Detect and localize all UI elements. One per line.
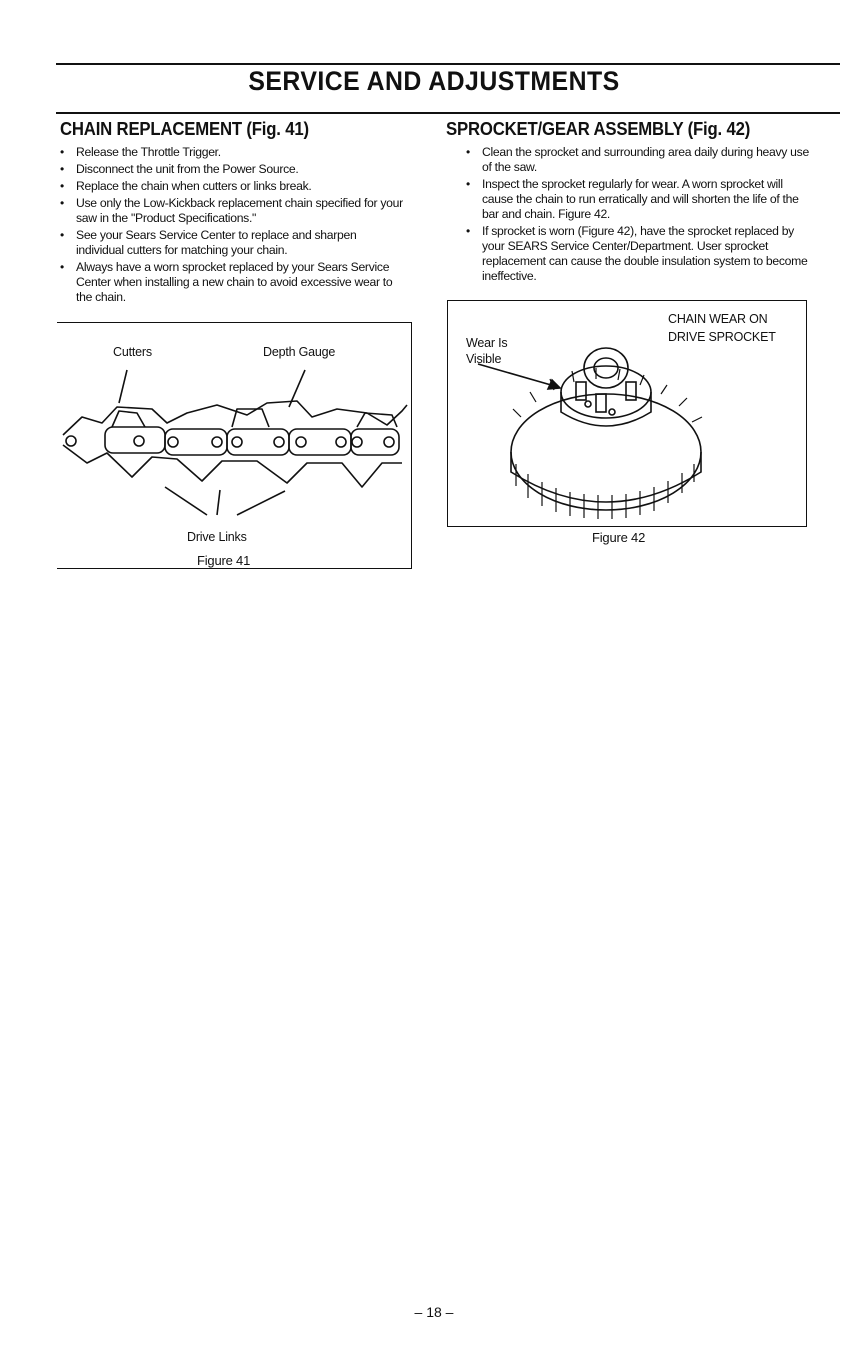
figure-42-caption: Figure 42: [592, 530, 646, 545]
list-item: • See your Sears Service Center to replace and sharpen individual cutters for matching your chain.: [60, 228, 405, 258]
chain-replacement-section: [60, 119, 420, 307]
list-item: • Replace the chain when cutters or links break.: [60, 179, 405, 194]
list-item: • Inspect the sprocket regularly for wear. A worn sprocket will cause the chain to run erratically and will shorten the life of the bar and chain. Figure 42.: [466, 177, 811, 222]
cutters-label: Cutters: [113, 345, 152, 359]
list-item: • Clean the sprocket and surrounding area daily during heavy use of the saw.: [466, 145, 811, 175]
figure-41-caption: Figure 41: [197, 553, 251, 568]
title-underline: [56, 112, 840, 114]
sprocket-illustration: [496, 332, 716, 522]
page-number: – 18 –: [414, 1304, 454, 1320]
chain-wear-label-2: DRIVE SPROCKET: [668, 330, 776, 344]
wear-visible-label-1: Wear Is: [466, 336, 508, 350]
depth-gauge-label: Depth Gauge: [263, 345, 336, 359]
cutters-leader: [119, 370, 127, 403]
sprocket-assembly-section: [446, 119, 816, 286]
list-item: • Use only the Low-Kickback replacement chain specified for your saw in the "Product Specifications.": [60, 196, 405, 226]
chain-replacement-list: [60, 145, 405, 305]
drive-links-label: Drive Links: [187, 530, 247, 544]
chain-replacement-heading: CHAIN REPLACEMENT (Fig. 41): [60, 119, 309, 139]
chain-illustration: [57, 365, 417, 505]
page-title: SERVICE AND ADJUSTMENTS: [248, 66, 620, 96]
top-rule: [56, 63, 840, 65]
list-item: • If sprocket is worn (Figure 42), have the sprocket replaced by your SEARS Service Center/Department. User sprocket replacement can cause the double insulation system to become ineffective.: [466, 224, 811, 284]
chain-wear-label-1: CHAIN WEAR ON: [668, 312, 768, 326]
list-item: • Always have a worn sprocket replaced by your Sears Service Center when installing a new chain to avoid excessive wear to the chain.: [60, 260, 405, 305]
sprocket-assembly-list: [466, 145, 811, 284]
wear-visible-label-2: Visible: [466, 352, 502, 366]
list-item: • Disconnect the unit from the Power Source.: [60, 162, 405, 177]
sprocket-assembly-heading: SPROCKET/GEAR ASSEMBLY (Fig. 42): [446, 119, 751, 139]
list-item: • Release the Throttle Trigger.: [60, 145, 405, 160]
